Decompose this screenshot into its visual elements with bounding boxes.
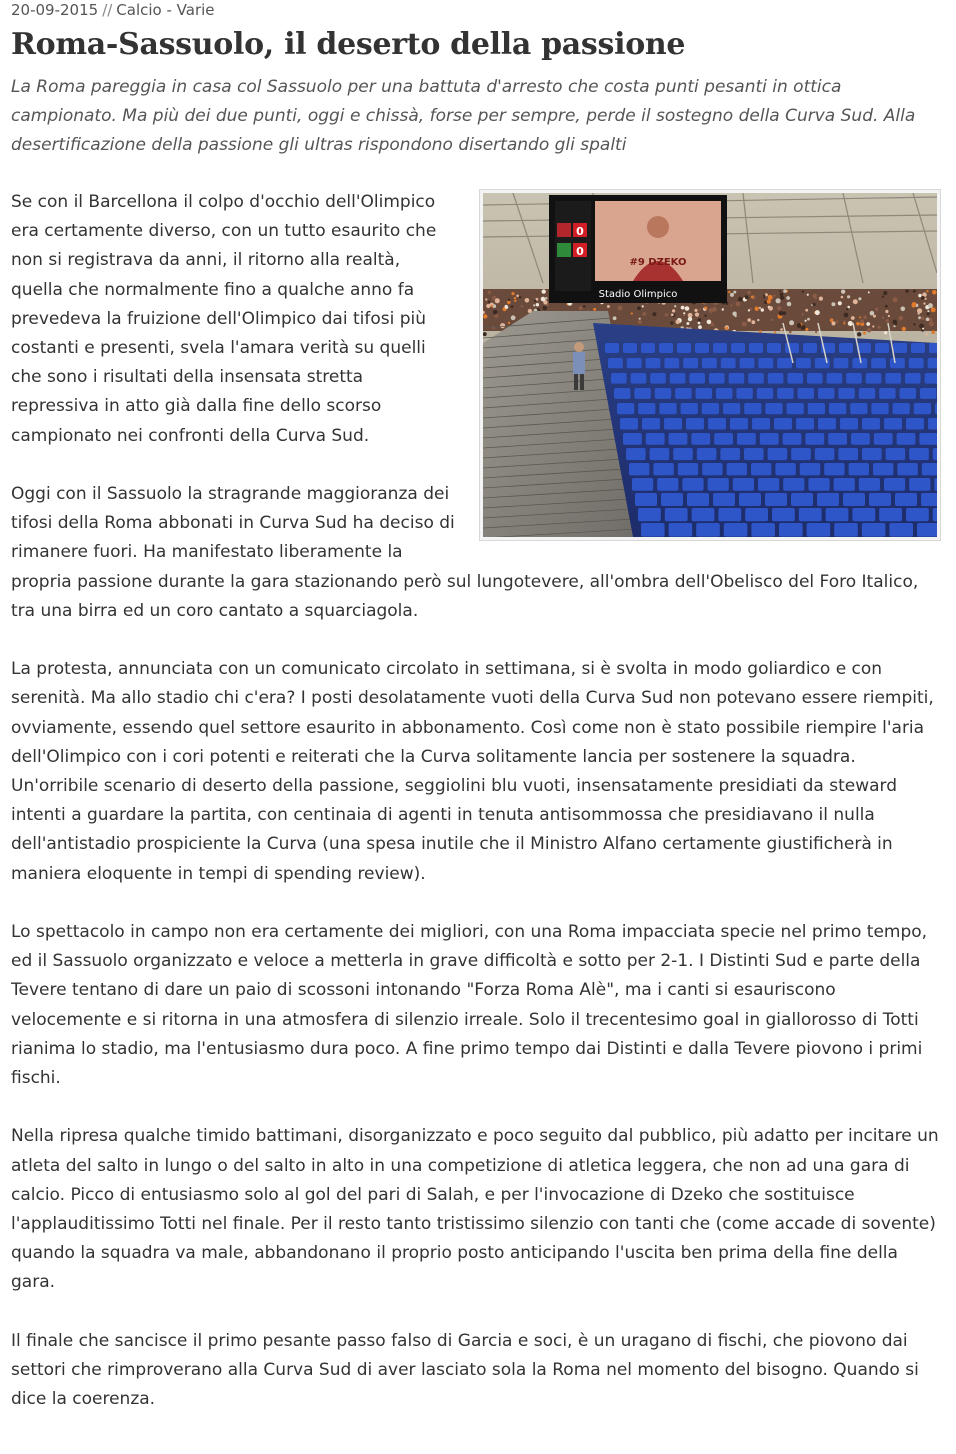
publish-date: 20-09-2015 [11,1,99,19]
article-meta [11,0,215,20]
article-paragraph: Il finale che sancisce il primo pesante passo falso di Garcia e soci, è un uragano di fischi, che piovono dai settori che rimproverano alla Curva Sud di aver lasciato sola la Roma nel momento del bisogno. Quando si dice la coerenza. [11,1330,919,1410]
article-body [11,188,941,1444]
article-paragraph: La protesta, annunciata con un comunicato circolato in settimana, si è svolta in modo goliardico e con serenità. Ma allo stadio chi c'era? I posti desolatamente vuoti della Curva Sud non potevano essere riempiti, ovviamente, essendo quel settore esaurito in abbonamento. Così come non è stato possibile riempire l'aria dell'Olimpico con i cori potenti e reiterati che la Curva solitamente lancia per sostenere la squadra. Un'orribile scenario di deserto della passione, seggiolini blu vuoti, insensatamente presidiati da steward intenti a guardare la partita, con centinaia di agenti in tenuta antisommossa che presidiavano il nulla dell'antistadio prospiciente la Curva (una spesa inutile che il Ministro Alfano certamente giustificherà in maniera eloquente in tempi di spending review). [11,659,934,884]
article-paragraph: Lo spettacolo in campo non era certamente dei migliori, con una Roma impacciata specie nel primo tempo, ed il Sassuolo organizzato e veloce a metterla in grave difficoltà e sotto per 2-1. I Distinti Sud e parte della Tevere tentano di dare un paio di scossoni intonando "Forza Roma Alè", ma i canti si esauriscono velocemente e si ritorna in una atmosfera di silenzio irreale. Solo il trecentesimo goal in giallorosso di Totti rianima lo stadio, ma l'entusiasmo dura poco. A fine primo tempo dai Distinti e dalla Tevere piovono i primi fischi. [11,922,928,1089]
article-image [479,189,941,541]
article-paragraph: Nella ripresa qualche timido battimani, disorganizzato e poco seguito dal pubblico, più adatto per incitare un atleta del salto in lungo o del salto in alto in una competizione di atletica leggera, che non ad una gara di calcio. Picco di entusiasmo solo al gol del pari di Salah, e per l'invocazione di Dzeko che sostituisce l'applauditissimo Totti nel finale. Per il resto tanto tristissimo silenzio con tanti che (come accade di sovente) quando la squadra va male, abbandonano il proprio posto anticipando l'uscita ben prima della fine della gara. [11,1126,939,1293]
article-title: Roma-Sassuolo, il deserto della passione [11,27,686,62]
scoreboard-label: Stadio Olimpico [598,289,678,300]
scoreboard [549,195,727,303]
stadium-photo [483,193,937,537]
score-home: 0 [576,225,584,238]
player-label: #9 DZEKO [629,257,687,268]
article-paragraph: Se con il Barcellona il colpo d'occhio dell'Olimpico era certamente diverso, con un tutto esaurito che non si registrava da anni, il ritorno alla realtà, quella che normalmente fino a qualche anno fa prevedeva la fruizione dell'Olimpico dai tifosi più costanti e presenti, svela l'amara verità su quelli che sono i risultati della insensata stretta repressiva in atto già dalla fine dello scorso campionato nei confronti della Curva Sud. [11,192,437,446]
article-summary: La Roma pareggia in casa col Sassuolo per una battuta d'arresto che costa punti pesanti in ottica campionato. Ma più dei due punti, oggi e chissà, forse per sempre, perde il sostegno della Curva Sud. Alla desertificazione della passione gli ultras rispondono disertando gli spalti [11,77,916,155]
score-away: 0 [576,245,584,258]
category-link[interactable]: Calcio - Varie [116,1,215,19]
article-paragraph: Oggi con il Sassuolo la stragrande maggioranza dei tifosi della Roma abbonati in Curva Sud ha deciso di rimanere fuori. Ha manifestato liberamente la propria passione durante la gara stazionando però sul lungotevere, all'ombra dell'Obelisco del Foro Italico, tra una birra ed un coro cantato a squarciagola. [11,484,919,621]
meta-separator: // [102,1,113,19]
